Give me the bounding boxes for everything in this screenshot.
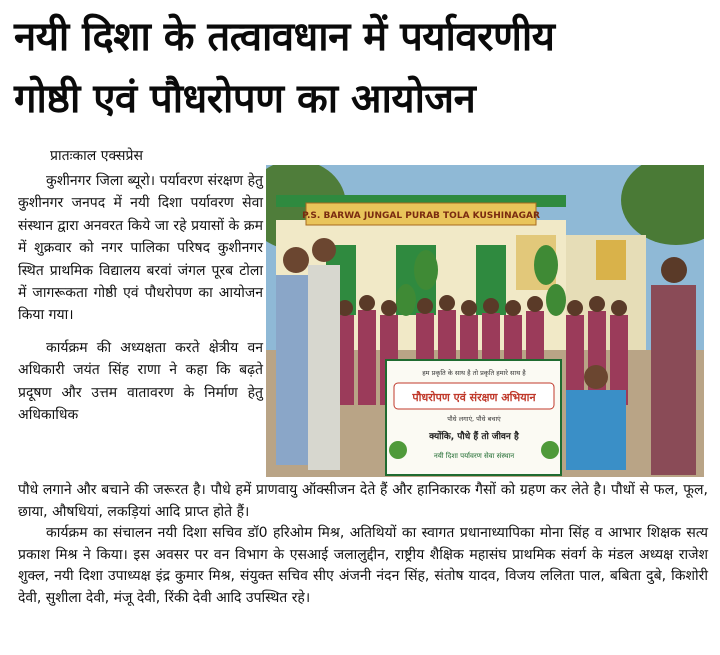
banner-slogan: क्योंकि, पौधे हैं तो जीवन है <box>429 432 519 442</box>
event-photo <box>266 165 704 477</box>
banner-organisation: नयी दिशा पर्यावरण सेवा संस्थान <box>433 452 515 460</box>
lead-column <box>18 170 263 426</box>
lead-paragraph-1: कुशीनगर जिला ब्यूरो। पर्यावरण संरक्षण हेतु कुशीनगर जनपद में नयी दिशा पर्यावरण सेवा संस्थान द्वारा अनवरत किये जा रहे प्रयासों के क्रम में शुक्रवार को नगर पालिका परिषद कुशीनगर स्थित प्राथमिक विद्यालय बरवां जंगल पूरब टोला में जागरूकता गोष्ठी एवं पौधरोपण का आयोजन किया गया। <box>18 173 263 324</box>
school-sign: P.S. BARWA JUNGAL PURAB TOLA KUSHINAGAR <box>302 211 540 221</box>
banner-title: पौधरोपण एवं संरक्षण अभियान <box>412 391 536 404</box>
banner-top-line: हम प्रकृति के साथ है तो प्रकृति हमारे साथ है <box>422 369 526 377</box>
body-paragraph-3: कार्यक्रम का संचालन नयी दिशा सचिव डॉ0 हरिओम मिश्र, अतिथियों का स्वागत प्रधानाध्यापिका मोना सिंह व आभार शिक्षक सत्य प्रकाश मिश्र ने किया। इस अवसर पर वन विभाग के एसआई जलालुद्दीन, राष्ट्रीय शैक्षिक महासंघ प्राथमिक संवर्ग के मंडल अध्यक्ष राजेश शुक्ल, नयी दिशा उपाध्यक्ष इंद्र कुमार मिश्र, संयुक्त सचिव सीए अंजनी नंदन सिंह, संतोष यादव, विजय ललिता पाल, बबिता दुबे, किशोरी देवी, सुशीला देवी, मंजू देवी, रिंकी देवी आदि उपस्थित रहे। <box>18 525 708 606</box>
body-paragraph-continued: पौधे लगाने और बचाने की जरूरत है। पौधे हमें प्राणवायु ऑक्सीजन देते हैं और हानिकारक गैसों को ग्रहण कर लेते है। पौधों से फल, फूल, छाया, औषधियां, लकड़ियां आदि प्राप्त होते हैं। <box>18 482 708 520</box>
headline <box>14 6 714 130</box>
source-credit: प्रातःकाल एक्सप्रेस <box>50 148 143 164</box>
headline-line-1: नयी दिशा के तत्वावधान में पर्यावरणीय <box>14 14 555 60</box>
headline-line-2: गोष्ठी एवं पौधरोपण का आयोजन <box>14 76 476 122</box>
full-width-body <box>18 480 708 609</box>
event-photo-illustration <box>266 165 704 477</box>
lead-paragraph-2: कार्यक्रम की अध्यक्षता करते क्षेत्रीय वन अधिकारी जयंत सिंह राणा ने कहा कि बढ़ते प्रदूषण और उत्तम वातावरण के निर्माण हेतु अधिकाधिक <box>18 339 263 424</box>
banner-subline: पौधे लगाएं, पौधे बचाएं <box>447 415 501 423</box>
